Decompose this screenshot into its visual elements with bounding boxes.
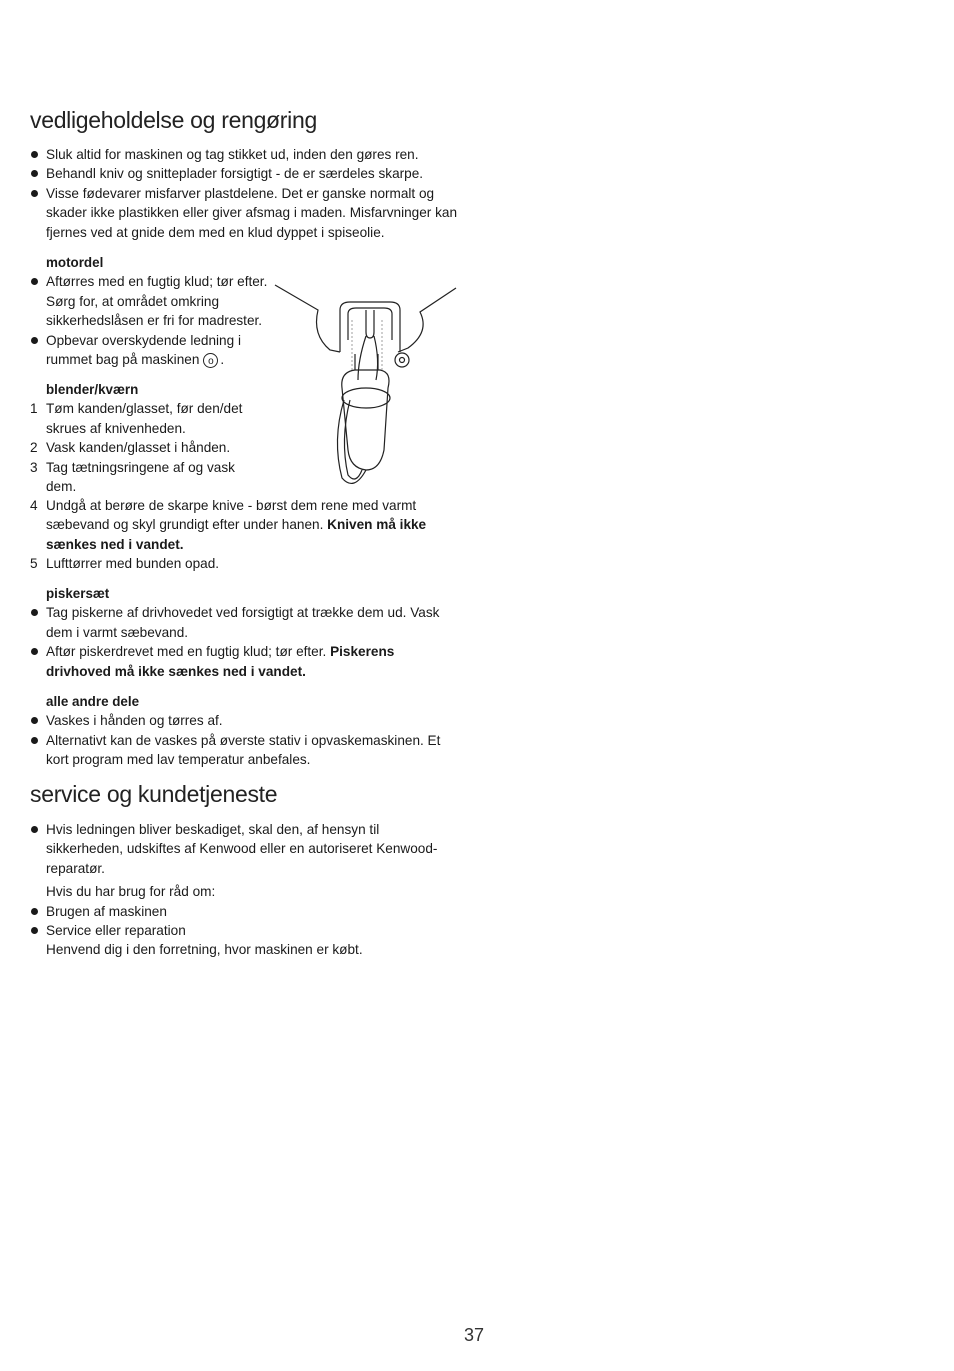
closing-text: Henvend dig i den forretning, hvor maskinen er købt.	[46, 942, 363, 958]
cord-recess	[340, 302, 400, 352]
list-item: 3 Tag tætningsringene af og vask dem.	[30, 459, 235, 495]
appliance-body-outline	[398, 288, 456, 352]
list-item: Tag piskerne af drivhovedet ved forsigtigt at trække dem ud. Vask dem i varmt sæbevand.	[30, 603, 450, 642]
bullet-icon	[31, 337, 38, 344]
page-number: 37	[464, 1325, 485, 1345]
list-item: 1 Tøm kanden/glasset, før den/det skrues af knivenheden.	[30, 401, 243, 436]
list-item: Service eller reparation	[30, 921, 460, 940]
cord-recess	[348, 308, 392, 340]
section-title-service: service og kundetjeneste	[30, 781, 278, 807]
list-item: Aftørres med en fugtig klud; tør efter. Sørg for, at området omkring sikkerhedslåsen er fri for madrester.	[30, 272, 275, 330]
piskersaet-section	[30, 584, 450, 681]
bullet-icon	[31, 927, 38, 934]
list-item: Sluk altid for maskinen og tag stikket ud, inden den gøres ren.	[30, 145, 460, 164]
appliance-body-outline	[275, 285, 340, 352]
cord-storage-illustration	[270, 280, 460, 490]
bullet-icon	[31, 908, 38, 915]
list-item: Alternativt kan de vaskes på øverste stativ i opvaskemaskinen. Et kort program med lav temperatur anbefales.	[30, 731, 460, 770]
list-item: Visse fødevarer misfarver plastdelene. Det er ganske normalt og skader ikke plastikken eller giver afsmag i maden. Misfarvninger kan fjernes ved at gnide dem med en klud dyppet i spiseolie.	[30, 184, 466, 242]
cord	[358, 336, 366, 380]
bullet-icon	[31, 278, 38, 285]
blender-section	[30, 380, 262, 496]
subheading-piskersaet: piskersæt	[46, 586, 110, 601]
plug-body	[342, 370, 389, 470]
cord-hook	[366, 310, 374, 338]
blender-section-cont	[30, 496, 442, 574]
list-item: Vaskes i hånden og tørres af.	[30, 711, 460, 730]
intro-list	[30, 145, 460, 242]
service-section	[30, 820, 460, 960]
motordel-section	[30, 253, 275, 369]
bullet-icon	[31, 737, 38, 744]
list-item: 5 Lufttørrer med bunden opad.	[30, 556, 220, 572]
subheading-blender: blender/kværn	[46, 382, 139, 397]
bullet-icon	[31, 609, 38, 616]
cord	[374, 336, 378, 380]
callout-ref-icon	[395, 353, 409, 367]
list-item: Opbevar overskydende ledning i rummet bag på maskinen o .	[30, 331, 275, 370]
advice-intro: Hvis du har brug for råd om:	[46, 884, 216, 900]
list-item: 2 Vask kanden/glasset i hånden.	[30, 440, 231, 456]
andre-section	[30, 692, 460, 770]
bullet-icon	[31, 190, 38, 197]
subheading-motordel: motordel	[46, 255, 104, 270]
bullet-icon	[31, 648, 38, 655]
list-item: 4 Undgå at berøre de skarpe knive - børst dem rene med varmt sæbevand og skyl grundigt efter under hanen. Kniven må ikke sænkes ned i vandet.	[30, 498, 427, 552]
bullet-icon	[31, 717, 38, 724]
bullet-icon	[31, 170, 38, 177]
callout-ref-icon	[400, 358, 405, 363]
subheading-andre: alle andre dele	[46, 694, 140, 709]
plug-face	[342, 388, 390, 408]
list-item: Brugen af maskinen	[30, 902, 460, 921]
bullet-icon	[31, 151, 38, 158]
list-item: Hvis ledningen bliver beskadiget, skal den, af hensyn til sikkerheden, udskiftes af Kenwood eller en autoriseret Kenwood-reparatør.	[30, 820, 460, 878]
callout-ref-icon: o	[203, 353, 218, 368]
section-title-maintenance: vedligeholdelse og rengøring	[30, 107, 317, 133]
list-item: Aftør piskerdrevet med en fugtig klud; tør efter. Piskerens drivhoved må ikke sænkes ned i vandet.	[30, 642, 450, 681]
bullet-icon	[31, 826, 38, 833]
list-item: Behandl kniv og snitteplader forsigtigt - de er særdeles skarpe.	[30, 164, 460, 183]
